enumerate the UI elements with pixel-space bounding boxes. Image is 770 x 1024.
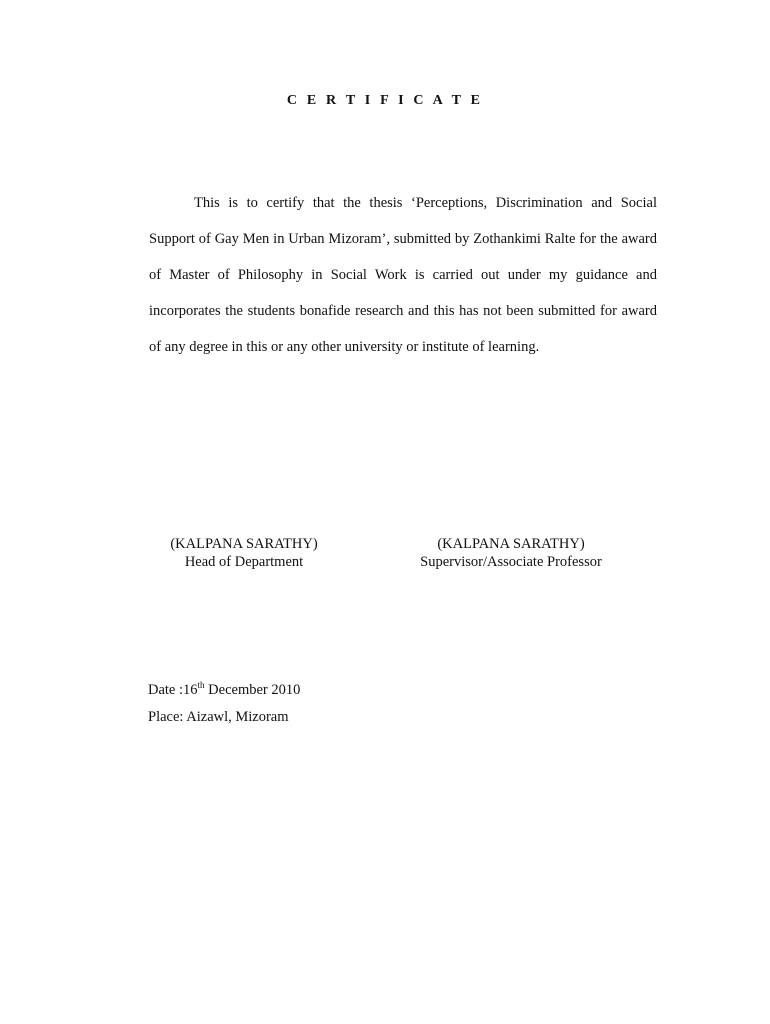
signatory-name: (KALPANA SARATHY) — [170, 536, 318, 552]
place-line: Place: Aizawl, Mizoram — [148, 709, 289, 725]
date-line — [148, 682, 300, 699]
signature-block-head — [150, 535, 338, 571]
date-day: 16 — [183, 682, 198, 698]
date-label: Date : — [148, 682, 184, 698]
certificate-title: C E R T I F I C A T E — [286, 93, 484, 108]
signatory-role: Head of Department — [184, 554, 304, 570]
certificate-body: This is to certify that the thesis ‘Perceptions, Discrimination and Social Support of Gay Men in Urban Mizoram’, submitted by Zothankimi Ralte for the award of Master of Philosophy in Social Work is carried out under my guidance and incorporates the students bonafide research and this has not been submitted for award of any degree in this or any other university or institute of learning. — [149, 195, 657, 355]
date-rest: December 2010 — [204, 682, 301, 698]
signatory-role: Supervisor/Associate Professor — [420, 554, 602, 570]
signature-block-supervisor — [405, 535, 617, 571]
date-day-suffix: th — [197, 680, 205, 691]
signatory-name: (KALPANA SARATHY) — [437, 536, 585, 552]
